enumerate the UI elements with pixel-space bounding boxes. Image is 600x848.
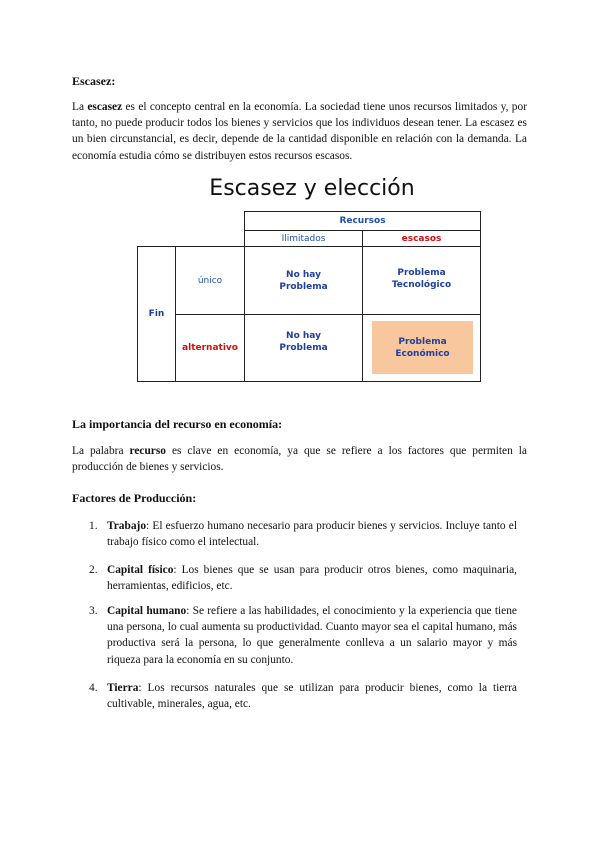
grid-line bbox=[137, 381, 481, 382]
list-number: 3. bbox=[89, 605, 98, 617]
list-item bbox=[89, 562, 518, 594]
section-heading-escasez: Escasez: bbox=[72, 74, 116, 88]
header-ilimitados: Ilimitados bbox=[281, 233, 326, 244]
list-item bbox=[89, 518, 517, 550]
cell-alternativo-ilimitados bbox=[245, 315, 362, 369]
list-term: Tierra bbox=[107, 682, 139, 694]
cell-line: Problema bbox=[398, 336, 447, 347]
para-bold-term: recurso bbox=[129, 445, 166, 457]
para-bold-term: escasez bbox=[87, 101, 123, 113]
header-recursos: Recursos bbox=[339, 216, 386, 226]
cell-line: Económico bbox=[395, 348, 450, 359]
label-unico: único bbox=[197, 275, 223, 286]
para-text: es clave en economía, ya que se refiere a los factores que permiten la producción de bienes y servicios. bbox=[72, 445, 527, 474]
label-fin: Fin bbox=[148, 309, 165, 319]
cell-line: Tecnológico bbox=[391, 280, 452, 290]
cell-unico-ilimitados bbox=[245, 247, 362, 314]
list-number: 1. bbox=[89, 520, 98, 532]
label-alternativo: alternativo bbox=[182, 343, 238, 353]
figure-table bbox=[137, 211, 481, 382]
cell-line: No hay bbox=[286, 331, 321, 341]
para-text: La bbox=[72, 101, 88, 113]
header-escasos: escasos bbox=[401, 233, 442, 244]
list-text: : Se refiere a las habilidades, el conocimiento y la experiencia que tiene una persona, lo cual aumenta su productividad. Cuanto mayor sea el capital humano, más productiva será la persona, lo que generalmente conlleva a un salario mayor y más riqueza para la economía en su conjunto. bbox=[107, 605, 517, 666]
cell-unico-escasos bbox=[363, 247, 480, 311]
paragraph-recurso bbox=[72, 443, 527, 475]
cell-line: Problema bbox=[397, 268, 446, 278]
cell-line: No hay bbox=[286, 269, 321, 280]
list-item bbox=[89, 680, 517, 712]
section-heading-recurso: La importancia del recurso en economía: bbox=[72, 417, 283, 431]
cell-line: Problema bbox=[279, 343, 328, 353]
list-text: : El esfuerzo humano necesario para producir bienes y servicios. Incluye tanto el trabajo físico como el intelectual. bbox=[107, 520, 517, 549]
escasez-eleccion-figure bbox=[137, 176, 481, 382]
list-number: 2. bbox=[89, 564, 98, 576]
list-item bbox=[89, 603, 517, 668]
para-text: La palabra bbox=[72, 445, 130, 457]
para-text: es el concepto central en la economía. La sociedad tiene unos recursos limitados y, por tanto, no puede producir todos los bienes y servicios que los individuos desean tener. La escasez es un bien circunstancial, es decir, depende de la cantidad disponible en relación con la demanda. La economía estudia cómo se distribuyen estos recursos escasos. bbox=[72, 101, 527, 162]
cell-alternativo-escasos bbox=[372, 321, 473, 374]
list-number: 4. bbox=[89, 682, 98, 694]
list-term: Capital físico bbox=[107, 564, 174, 576]
list-term: Trabajo bbox=[107, 520, 147, 532]
cell-line: Problema bbox=[279, 281, 328, 292]
section-heading-factores: Factores de Producción: bbox=[72, 491, 197, 505]
list-term: Capital humano bbox=[107, 605, 187, 617]
paragraph-escasez bbox=[72, 99, 527, 164]
list-text: : Los bienes que se usan para producir otros bienes, como maquinaria, herramientas, edificios, etc. bbox=[107, 564, 518, 593]
grid-line bbox=[480, 211, 481, 382]
list-text: : Los recursos naturales que se utilizan para producir bienes, como la tierra cultivable, minerales, agua, etc. bbox=[107, 682, 517, 711]
figure-title: Escasez y elección bbox=[209, 176, 415, 201]
